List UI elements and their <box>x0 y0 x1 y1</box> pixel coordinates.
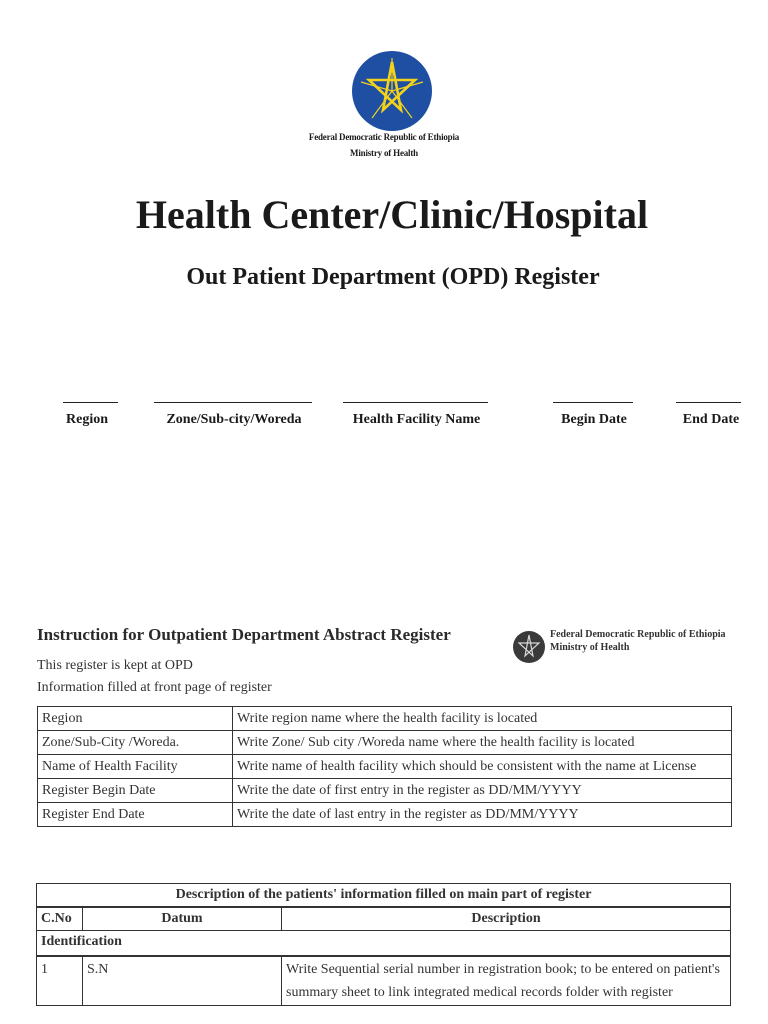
front-page-fields-table <box>37 706 732 827</box>
table-row <box>38 779 732 803</box>
begin-date-fill-line[interactable] <box>553 402 633 403</box>
field-name-cell: Name of Health Facility <box>38 755 233 779</box>
zone-label: Zone/Sub-city/Woreda <box>166 412 302 427</box>
field-instruction-cell: Write region name where the health facility is located <box>233 707 732 731</box>
begin-date-label: Begin Date <box>561 412 627 427</box>
facility-label: Health Facility Name <box>352 412 481 427</box>
zone-fill-line[interactable] <box>154 402 312 403</box>
field-instruction-cell: Write Zone/ Sub city /Woreda name where the health facility is located <box>233 731 732 755</box>
field-name-cell: Register End Date <box>38 803 233 827</box>
ministry-small-line-2: Ministry of Health <box>550 642 630 653</box>
field-instruction-cell: Write the date of first entry in the register as DD/MM/YYYY <box>233 779 732 803</box>
table-row <box>38 707 732 731</box>
patient-description-table <box>36 883 731 1006</box>
ministry-seal-icon <box>512 630 546 664</box>
column-header-cno: C.No <box>37 907 83 931</box>
region-label: Region <box>66 412 108 427</box>
table-row <box>38 731 732 755</box>
ministry-small-line-1: Federal Democratic Republic of Ethiopia <box>550 629 726 640</box>
field-name-cell: Zone/Sub-City /Woreda. <box>38 731 233 755</box>
field-name-cell: Region <box>38 707 233 731</box>
instruction-note-1: This register is kept at OPD <box>37 658 193 673</box>
end-date-label: End Date <box>682 412 740 427</box>
datum-cell: S.N <box>83 956 282 1006</box>
table-row <box>38 803 732 827</box>
page-subtitle: Out Patient Department (OPD) Register <box>186 264 600 290</box>
description-table-caption: Description of the patients' information filled on main part of register <box>37 884 731 908</box>
field-instruction-cell: Write name of health facility which should be consistent with the name at License <box>233 755 732 779</box>
cno-cell: 1 <box>37 956 83 1006</box>
ministry-line-2: Ministry of Health <box>350 148 418 158</box>
end-date-fill-line[interactable] <box>676 402 741 403</box>
field-name-cell: Register Begin Date <box>38 779 233 803</box>
instructions-title: Instruction for Outpatient Department Abstract Register <box>37 625 451 644</box>
column-header-description: Description <box>282 907 731 931</box>
group-identification: Identification <box>37 931 731 957</box>
field-instruction-cell: Write the date of last entry in the register as DD/MM/YYYY <box>233 803 732 827</box>
instruction-note-2: Information filled at front page of register <box>37 680 272 695</box>
description-cell: Write Sequential serial number in registration book; to be entered on patient's summary sheet to link integrated medical records folder with register <box>282 956 731 1006</box>
ministry-line-1: Federal Democratic Republic of Ethiopia <box>308 132 460 142</box>
ethiopia-emblem-icon <box>351 50 433 132</box>
page-title: Health Center/Clinic/Hospital <box>135 192 649 237</box>
table-row <box>37 956 731 1006</box>
region-fill-line[interactable] <box>63 402 118 403</box>
table-row <box>38 755 732 779</box>
facility-fill-line[interactable] <box>343 402 488 403</box>
column-header-datum: Datum <box>83 907 282 931</box>
